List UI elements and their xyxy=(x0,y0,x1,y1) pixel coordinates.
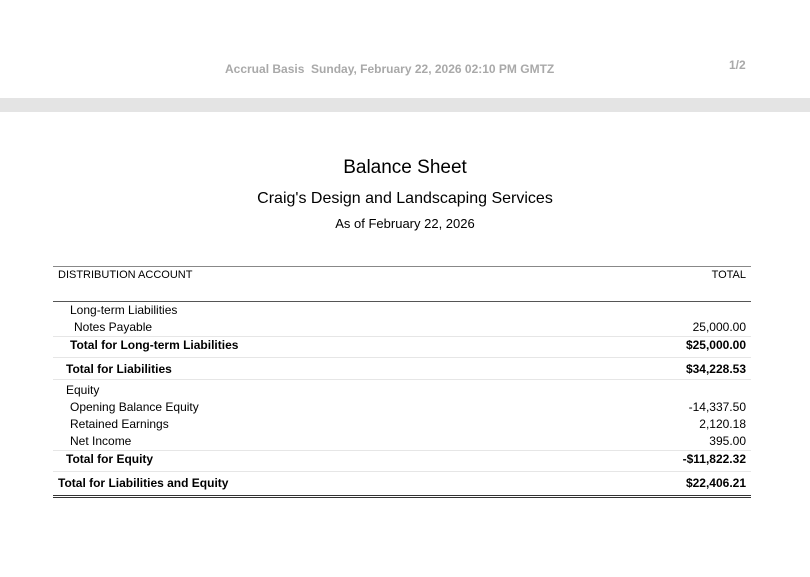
balance-sheet-table xyxy=(53,266,751,498)
row-label: Retained Earnings xyxy=(70,417,169,431)
column-header-total: TOTAL xyxy=(711,269,746,281)
report-title: Balance Sheet xyxy=(343,157,467,178)
row-value: 25,000.00 xyxy=(692,320,746,334)
row-value: 395.00 xyxy=(709,434,746,448)
report-footer: Accrual Basis Sunday, February 22, 2026 02:10 PM GMTZ xyxy=(225,62,555,76)
row-label: Total for Long-term Liabilities xyxy=(70,338,239,352)
row-label: Total for Equity xyxy=(66,452,154,466)
row-label: Notes Payable xyxy=(74,320,153,334)
table-row xyxy=(53,302,751,319)
table-row-grand-total xyxy=(53,473,751,498)
row-label: Total for Liabilities xyxy=(66,362,172,376)
row-label: Total for Liabilities and Equity xyxy=(58,476,229,490)
page-break xyxy=(0,98,810,112)
row-value: $22,406.21 xyxy=(685,476,746,490)
row-label: Long-term Liabilities xyxy=(70,303,178,317)
page-indicator: 1/2 xyxy=(729,58,746,72)
table-row xyxy=(53,399,751,416)
table-row-total xyxy=(53,359,751,380)
table-row xyxy=(53,416,751,433)
row-value: -14,337.50 xyxy=(688,400,746,414)
column-header-account: DISTRIBUTION ACCOUNT xyxy=(58,269,193,281)
table-row-total xyxy=(53,450,751,472)
row-value: $34,228.53 xyxy=(685,362,746,376)
row-value: 2,120.18 xyxy=(699,417,746,431)
table-row-total xyxy=(53,336,751,358)
report-date: As of February 22, 2026 xyxy=(335,216,475,231)
page-1-bottom xyxy=(0,0,810,98)
company-name: Craig's Design and Landscaping Services xyxy=(257,190,553,207)
table-row xyxy=(53,319,751,336)
row-label: Net Income xyxy=(70,434,132,448)
table-header xyxy=(53,266,751,302)
row-label: Equity xyxy=(66,383,100,397)
row-value: -$11,822.32 xyxy=(682,452,746,466)
table-row xyxy=(53,433,751,450)
table-row xyxy=(53,382,751,399)
row-value: $25,000.00 xyxy=(685,338,746,352)
row-label: Opening Balance Equity xyxy=(70,400,199,414)
page-2 xyxy=(0,112,810,577)
